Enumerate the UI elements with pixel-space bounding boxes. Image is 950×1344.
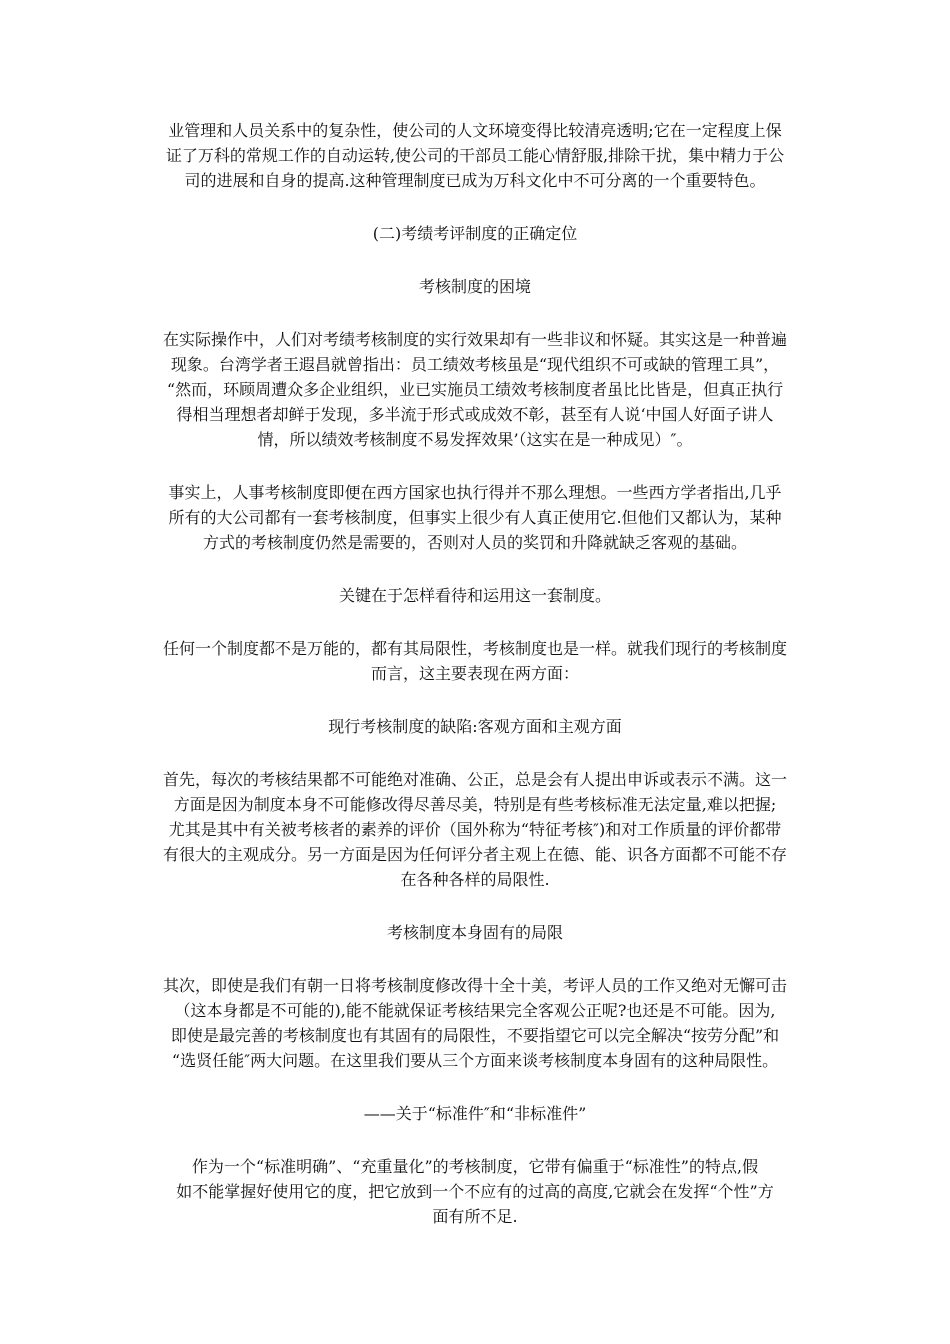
subheading-standard-parts: ——关于“标准件″和“非标准件”: [363, 1104, 587, 1123]
paragraph-3: 事实上，人事考核制度即便在西方国家也执行得并不那么理想。一些西方学者指出,几乎 所有的大公司都有一套考核制度，但事实上很少有人真正使用它.但他们又都认为，某种 方式的考核制度仍然是需要的，否则对人员的奖罚和升降就缺乏客观的基础。: [168, 483, 782, 552]
subheading-inherent-limits: 考核制度本身固有的局限: [386, 923, 563, 942]
paragraph-4: 任何一个制度都不是万能的，都有其局限性，考核制度也是一样。就我们现行的考核制度 而言，这主要表现在两方面：: [162, 639, 787, 683]
section-heading-positioning: (二)考绩考评制度的正确定位: [372, 224, 578, 243]
subheading-key: 关键在于怎样看待和运用这一套制度。: [338, 586, 611, 605]
paragraph-6: 其次，即使是我们有朝一日将考核制度修改得十全十美，考评人员的工作又绝对无懈可击 （这本身都是不可能的),能不能就保证考核结果完全客观公正呢?也还是不可能。因为, 即使是最完善的考核制度也有其固有的局限性，不要指望它可以完全解决“按劳分配”和 “选贤任能″两大问题。在这里我们要从三个方面来谈考核制度本身固有的这种局限性。: [162, 976, 787, 1070]
paragraph-2: 在实际操作中，人们对考绩考核制度的实行效果却有一些非议和怀疑。其实这是一种普遍 现象。台湾学者王遐昌就曾指出：员工绩效考核虽是“现代组织不可或缺的管理工具”， “然而，环顾周遭众多企业组织，业已实施员工绩效考核制度者虽比比皆是，但真正执行 得相当理想者却鲜于发现，多半流于形式或成效不彰，甚至有人说‘中国人好面子讲人 情，所以绩效考核制度不易发挥效果’（这实在是一种成见）″。: [162, 330, 787, 449]
paragraph-1: 业管理和人员关系中的复杂性，使公司的人文环境变得比较清亮透明;它在一定程度上保 证了万科的常规工作的自动运转,使公司的干部员工能心情舒服,排除干扰，集中精力于公 司的进展和自身的提高.这种管理制度已成为万科文化中不可分离的一个重要特色。: [165, 121, 785, 190]
paragraph-5: 首先，每次的考核结果都不可能绝对准确、公正，总是会有人提出申诉或表示不满。这一 方面是因为制度本身不可能修改得尽善尽美，特别是有些考核标准无法定量,难以把握; 尤其是其中有关被考核者的素养的评价（国外称为“特征考核″)和对工作质量的评价都带 有很大的主观成分。另一方面是因为任何评分者主观上在德、能、识各方面都不可能不存 在各种各样的局限性.: [162, 770, 787, 889]
subheading-defects: 现行考核制度的缺陷:客观方面和主观方面: [328, 717, 622, 736]
document-body: [140, 118, 810, 1257]
paragraph-7: 作为一个“标准明确”、“充重量化”的考核制度，它带有偏重于“标准性”的特点,假 如不能掌握好使用它的度，把它放到一个不应有的过高的高度,它就会在发挥“个性”方 面有所不足.: [176, 1157, 774, 1226]
subheading-dilemma: 考核制度的困境: [418, 277, 531, 296]
